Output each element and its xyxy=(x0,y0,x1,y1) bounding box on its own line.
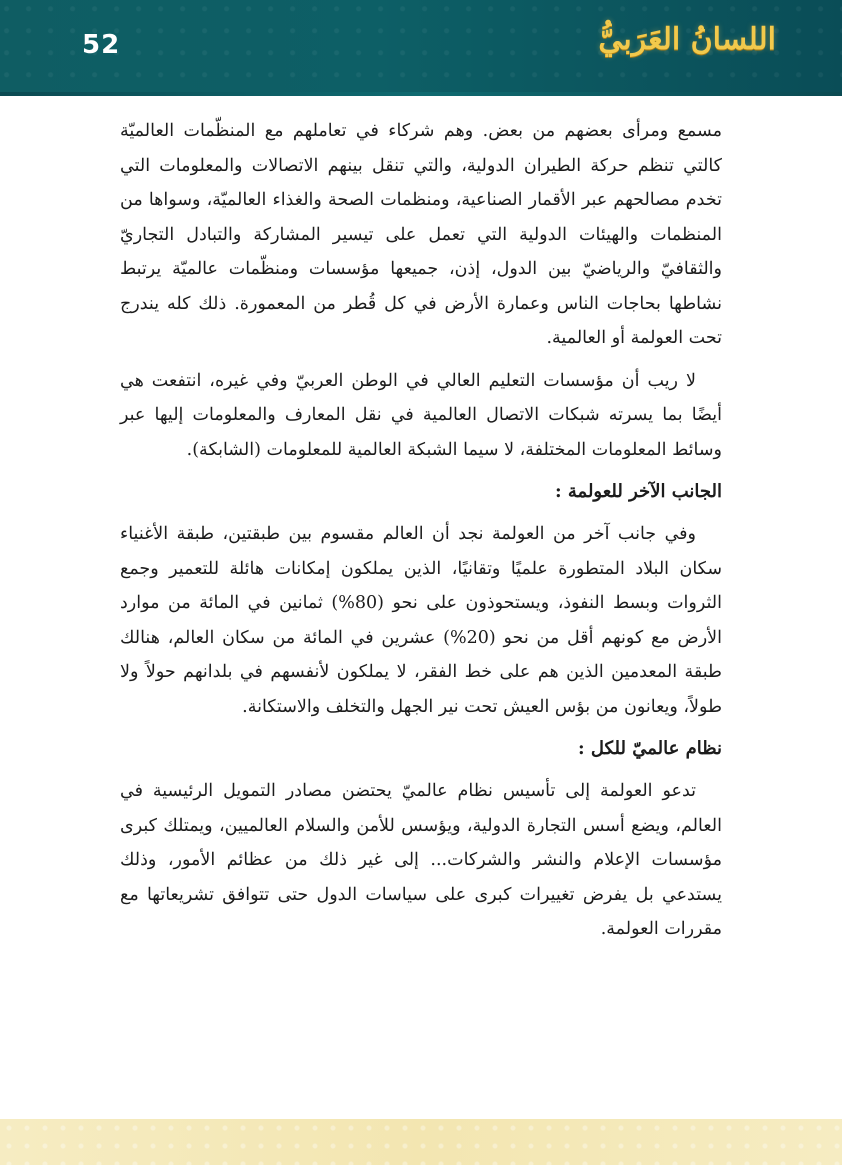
paragraph: مسمع ومرأى بعضهم من بعض. وهم شركاء في تعاملهم مع المنظّمات العالميّة كالتي تنظم حركة الطيران الدولية، والتي تنقل بينهم الاتصالات والمعلومات التي تخدم مصالحهم عبر الأقمار الصناعية، ومنظمات الصحة والغذاء العالميّة، وسواها من المنظمات والهيئات الدولية التي تعمل على تيسير المشاركة والتبادل التجاريّ والثقافيّ والرياضيّ بين الدول، إذن، جميعها مؤسسات ومنظّمات عالميّة يرتبط نشاطها بحاجات الناس وعمارة الأرض في كل قُطر من المعمورة. ذلك كله يندرج تحت العولمة أو العالمية. xyxy=(120,121,722,348)
page-footer-band xyxy=(0,1119,842,1165)
paragraph: لا ريب أن مؤسسات التعليم العالي في الوطن العربيّ وفي غيره، انتفعت هي أيضًا بما يسرته شبكات الاتصال العالمية في نقل المعارف والمعلومات إليها عبر وسائط المعلومات المختلفة، لا سيما الشبكة العالمية للمعلومات (الشابكة). xyxy=(120,370,722,460)
magazine-logo: اللسانُ العَرَبيُّ xyxy=(598,22,776,57)
page-header xyxy=(0,0,842,96)
section-heading: الجانب الآخر للعولمة : xyxy=(554,481,722,502)
paragraph: تدعو العولمة إلى تأسيس نظام عالميّ يحتضن مصادر التمويل الرئيسية في العالم، ويضع أسس التجارة الدولية، ويؤسس للأمن والسلام العالميين، ويمتلك كبرى مؤسسات الإعلام والنشر والشركات... إلى غير ذلك من عظائم الأمور، وذلك يستدعي بل يفرض تغييرات كبرى على سياسات الدول حتى تتوافق تشريعاتها مع مقررات العولمة. xyxy=(120,781,722,939)
article-body xyxy=(120,114,722,955)
paragraph: وفي جانب آخر من العولمة نجد أن العالم مقسوم بين طبقتين، طبقة الأغنياء سكان البلاد المتطورة علميًا وتقانيًا، الذين يملكون إمكانات هائلة للتعمير وجمع الثروات وبسط النفوذ، ويستحوذون على نحو (80%) ثمانين في المائة من موارد الأرض مع كونهم أقل من نحو (20%) عشرين في المائة من سكان العالم، هنالك طبقة المعدمين الذين هم على خط الفقر، لا يملكون لأنفسهم في بلدانهم حولاً ولا طولاً، ويعانون من بؤس العيش تحت نير الجهل والتخلف والاستكانة. xyxy=(120,524,722,717)
page-number: 52 xyxy=(82,30,121,60)
section-heading: نظام عالميّ للكل : xyxy=(578,738,722,759)
